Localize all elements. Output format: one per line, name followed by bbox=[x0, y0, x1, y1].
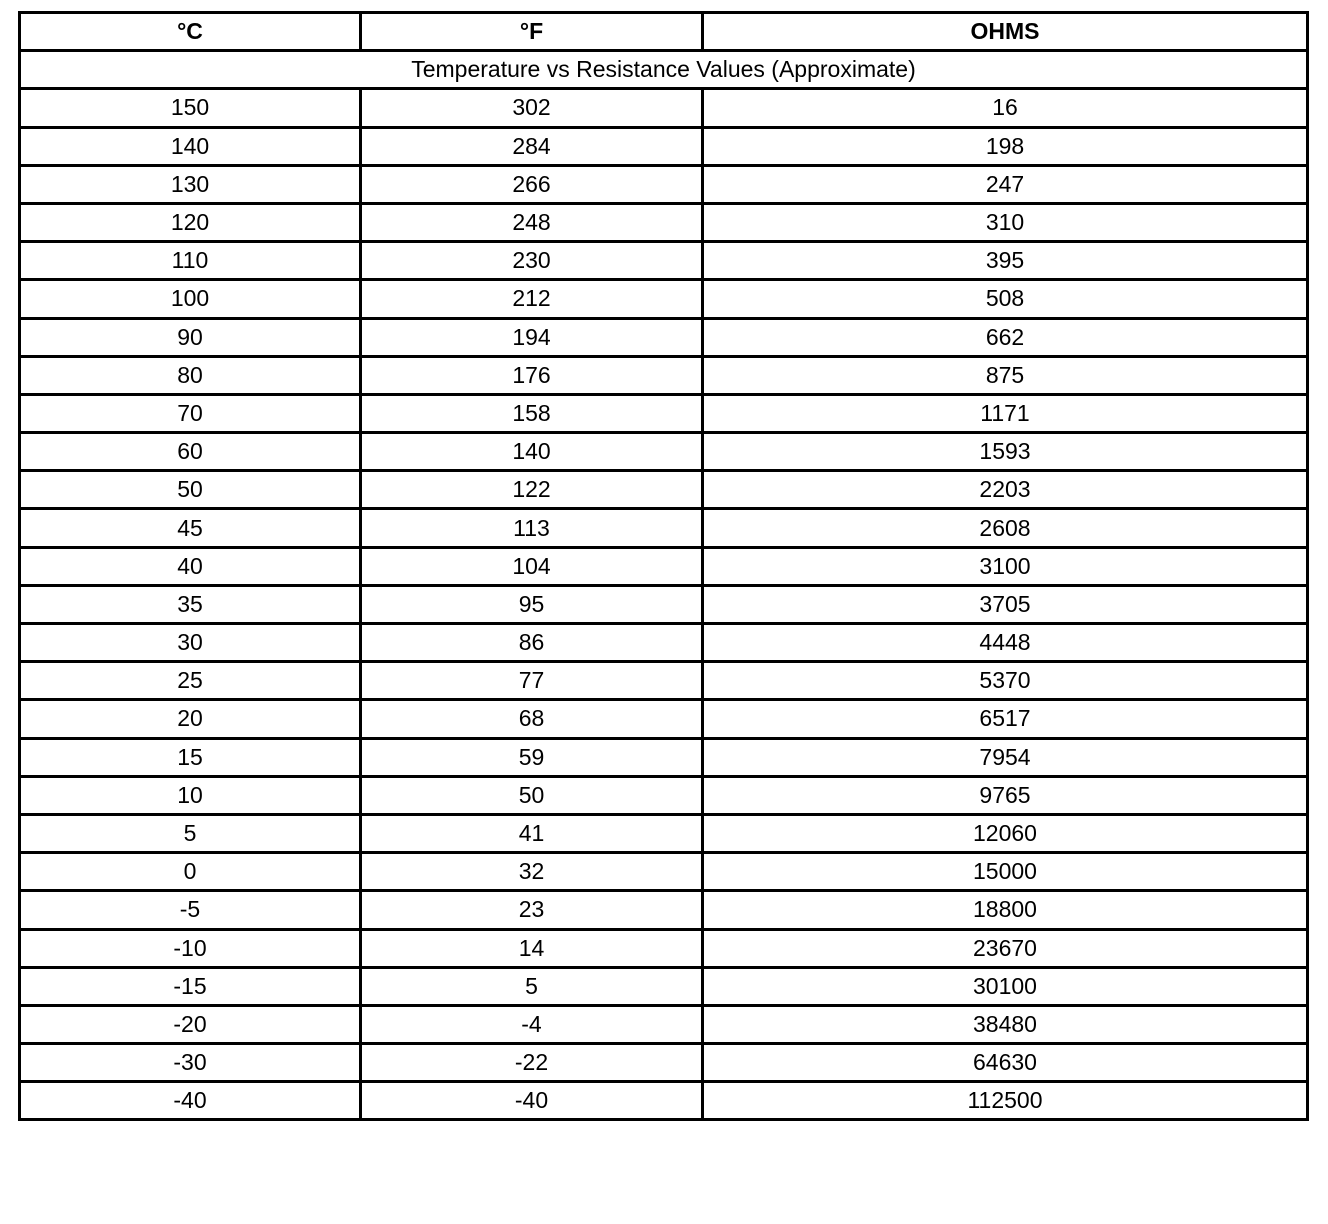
table-row bbox=[20, 547, 1308, 585]
table-row bbox=[20, 585, 1308, 623]
cell-celsius: 110 bbox=[20, 242, 361, 280]
cell-fahrenheit: 176 bbox=[361, 356, 703, 394]
cell-fahrenheit: 5 bbox=[361, 967, 703, 1005]
cell-ohms: 16 bbox=[703, 89, 1308, 127]
cell-fahrenheit: 140 bbox=[361, 433, 703, 471]
table-row bbox=[20, 89, 1308, 127]
table-row bbox=[20, 165, 1308, 203]
cell-celsius: 45 bbox=[20, 509, 361, 547]
header-celsius: °C bbox=[20, 13, 361, 51]
cell-fahrenheit: 59 bbox=[361, 738, 703, 776]
cell-ohms: 3705 bbox=[703, 585, 1308, 623]
cell-celsius: -30 bbox=[20, 1044, 361, 1082]
cell-ohms: 23670 bbox=[703, 929, 1308, 967]
cell-celsius: 15 bbox=[20, 738, 361, 776]
cell-ohms: 64630 bbox=[703, 1044, 1308, 1082]
cell-fahrenheit: 266 bbox=[361, 165, 703, 203]
cell-fahrenheit: 14 bbox=[361, 929, 703, 967]
cell-fahrenheit: 302 bbox=[361, 89, 703, 127]
cell-celsius: 5 bbox=[20, 814, 361, 852]
cell-ohms: 247 bbox=[703, 165, 1308, 203]
cell-fahrenheit: 284 bbox=[361, 127, 703, 165]
cell-ohms: 18800 bbox=[703, 891, 1308, 929]
cell-ohms: 30100 bbox=[703, 967, 1308, 1005]
cell-celsius: 10 bbox=[20, 776, 361, 814]
cell-ohms: 395 bbox=[703, 242, 1308, 280]
cell-fahrenheit: 77 bbox=[361, 662, 703, 700]
cell-fahrenheit: 158 bbox=[361, 394, 703, 432]
cell-ohms: 1593 bbox=[703, 433, 1308, 471]
cell-ohms: 662 bbox=[703, 318, 1308, 356]
table-row bbox=[20, 891, 1308, 929]
table-row bbox=[20, 738, 1308, 776]
cell-ohms: 5370 bbox=[703, 662, 1308, 700]
cell-celsius: 90 bbox=[20, 318, 361, 356]
cell-ohms: 4448 bbox=[703, 624, 1308, 662]
table-row bbox=[20, 1005, 1308, 1043]
table-row bbox=[20, 318, 1308, 356]
temperature-resistance-table bbox=[18, 11, 1309, 1121]
table-row bbox=[20, 127, 1308, 165]
cell-celsius: 60 bbox=[20, 433, 361, 471]
table-row bbox=[20, 853, 1308, 891]
cell-celsius: 140 bbox=[20, 127, 361, 165]
cell-celsius: -40 bbox=[20, 1082, 361, 1120]
table-row bbox=[20, 394, 1308, 432]
cell-celsius: 130 bbox=[20, 165, 361, 203]
table-row bbox=[20, 203, 1308, 241]
cell-fahrenheit: -22 bbox=[361, 1044, 703, 1082]
table-row bbox=[20, 624, 1308, 662]
table-row bbox=[20, 1044, 1308, 1082]
cell-fahrenheit: 23 bbox=[361, 891, 703, 929]
cell-celsius: 100 bbox=[20, 280, 361, 318]
cell-fahrenheit: 86 bbox=[361, 624, 703, 662]
cell-fahrenheit: 95 bbox=[361, 585, 703, 623]
header-fahrenheit: °F bbox=[361, 13, 703, 51]
table-row bbox=[20, 967, 1308, 1005]
table-row bbox=[20, 509, 1308, 547]
caption-row bbox=[20, 51, 1308, 89]
cell-celsius: 35 bbox=[20, 585, 361, 623]
table-row bbox=[20, 433, 1308, 471]
table-row bbox=[20, 1082, 1308, 1120]
cell-ohms: 310 bbox=[703, 203, 1308, 241]
table-row bbox=[20, 700, 1308, 738]
cell-celsius: 0 bbox=[20, 853, 361, 891]
table-body bbox=[20, 89, 1308, 1120]
table-row bbox=[20, 242, 1308, 280]
cell-fahrenheit: 122 bbox=[361, 471, 703, 509]
cell-fahrenheit: 68 bbox=[361, 700, 703, 738]
cell-fahrenheit: 50 bbox=[361, 776, 703, 814]
header-ohms: OHMS bbox=[703, 13, 1308, 51]
cell-ohms: 508 bbox=[703, 280, 1308, 318]
cell-ohms: 112500 bbox=[703, 1082, 1308, 1120]
cell-ohms: 38480 bbox=[703, 1005, 1308, 1043]
cell-celsius: 25 bbox=[20, 662, 361, 700]
cell-ohms: 875 bbox=[703, 356, 1308, 394]
table-row bbox=[20, 471, 1308, 509]
table-caption: Temperature vs Resistance Values (Approximate) bbox=[20, 51, 1308, 89]
cell-ohms: 2608 bbox=[703, 509, 1308, 547]
cell-ohms: 1171 bbox=[703, 394, 1308, 432]
cell-fahrenheit: 230 bbox=[361, 242, 703, 280]
cell-fahrenheit: 194 bbox=[361, 318, 703, 356]
cell-ohms: 6517 bbox=[703, 700, 1308, 738]
cell-fahrenheit: 104 bbox=[361, 547, 703, 585]
cell-celsius: -15 bbox=[20, 967, 361, 1005]
cell-ohms: 7954 bbox=[703, 738, 1308, 776]
cell-celsius: -20 bbox=[20, 1005, 361, 1043]
cell-celsius: -10 bbox=[20, 929, 361, 967]
cell-fahrenheit: 248 bbox=[361, 203, 703, 241]
cell-fahrenheit: 41 bbox=[361, 814, 703, 852]
cell-celsius: 20 bbox=[20, 700, 361, 738]
cell-fahrenheit: 212 bbox=[361, 280, 703, 318]
table-row bbox=[20, 280, 1308, 318]
cell-celsius: -5 bbox=[20, 891, 361, 929]
cell-fahrenheit: -4 bbox=[361, 1005, 703, 1043]
table-row bbox=[20, 776, 1308, 814]
cell-celsius: 30 bbox=[20, 624, 361, 662]
cell-ohms: 198 bbox=[703, 127, 1308, 165]
cell-celsius: 120 bbox=[20, 203, 361, 241]
cell-fahrenheit: -40 bbox=[361, 1082, 703, 1120]
cell-ohms: 3100 bbox=[703, 547, 1308, 585]
cell-ohms: 2203 bbox=[703, 471, 1308, 509]
cell-celsius: 50 bbox=[20, 471, 361, 509]
cell-celsius: 150 bbox=[20, 89, 361, 127]
cell-fahrenheit: 113 bbox=[361, 509, 703, 547]
table-row bbox=[20, 814, 1308, 852]
cell-celsius: 70 bbox=[20, 394, 361, 432]
cell-celsius: 80 bbox=[20, 356, 361, 394]
cell-ohms: 12060 bbox=[703, 814, 1308, 852]
table-row bbox=[20, 662, 1308, 700]
cell-fahrenheit: 32 bbox=[361, 853, 703, 891]
table-row bbox=[20, 356, 1308, 394]
cell-celsius: 40 bbox=[20, 547, 361, 585]
cell-ohms: 9765 bbox=[703, 776, 1308, 814]
table-row bbox=[20, 929, 1308, 967]
cell-ohms: 15000 bbox=[703, 853, 1308, 891]
header-row bbox=[20, 13, 1308, 51]
